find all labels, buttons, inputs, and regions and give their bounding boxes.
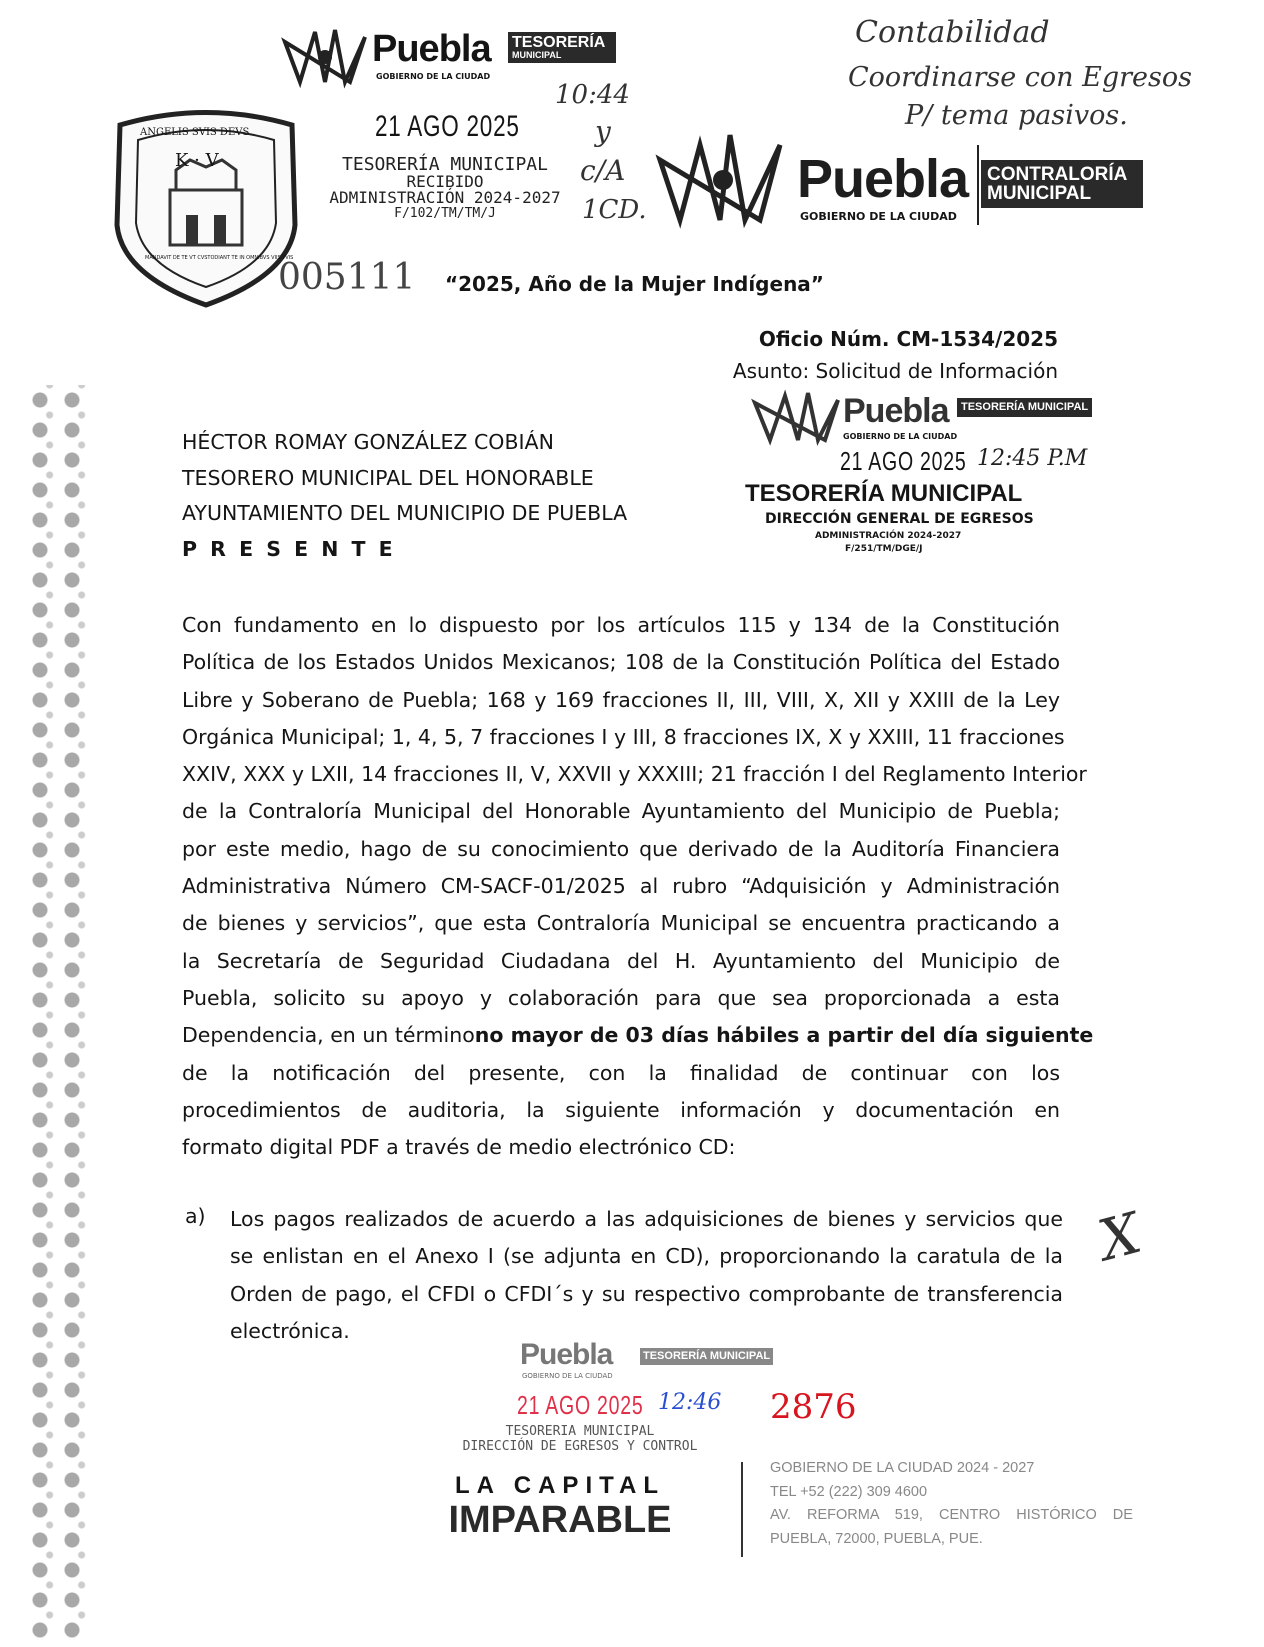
logo-tag: TESORERÍA MUNICIPAL [957, 398, 1092, 417]
address-line: TEL +52 (222) 309 4600 [770, 1483, 928, 1500]
stamp-line: TESORERIA MUNICIPAL [505, 1424, 655, 1439]
item-line: Los pagos realizados de acuerdo a las adquisiciones de bienes y servicios que [230, 1207, 1063, 1231]
folio-number: 005111 [278, 257, 416, 298]
body-line: formato digital PDF a través de medio electrónico CD: [182, 1135, 736, 1160]
body-line: Con fundamento en lo dispuesto por los artículos 115 y 134 de la Constitución [182, 613, 1060, 637]
addressee-presente: P R E S E N T E [182, 536, 396, 561]
handwritten-note: 1CD. [582, 195, 647, 225]
year-motto: “2025, Año de la Mujer Indígena” [445, 272, 824, 296]
stamp-line: DIRECCIÓN GENERAL DE EGRESOS [765, 511, 1034, 527]
logo-subtitle: GOBIERNO DE LA CIUDAD [522, 1372, 613, 1380]
slogan-bottom: IMPARABLE [448, 1499, 672, 1541]
slogan-top: LA CAPITAL [455, 1472, 665, 1499]
body-line: de bienes y servicios”, que esta Contraloría Municipal se encuentra practicando a [182, 911, 1060, 936]
cathedral-emblem-icon [280, 22, 370, 84]
handwritten-note: Contabilidad [855, 15, 1050, 50]
logo-tag: TESORERÍA [512, 34, 606, 51]
logo-subtitle: GOBIERNO DE LA CIUDAD [376, 72, 491, 81]
footer-slogan [410, 1472, 710, 1540]
item-a [230, 1201, 1063, 1350]
margin-mark: X [1092, 1200, 1148, 1275]
body-line: XXIV, XXX y LXII, 14 fracciones II, V, XXVII y XXXIII; 21 fracción I del Reglamento Interior [182, 762, 1087, 787]
handwritten-time: 12:45 P.M [977, 446, 1088, 471]
body-line: de la notificación del presente, con la finalidad de continuar con los [182, 1060, 1060, 1085]
seal-initials: K · V [175, 150, 219, 171]
handwritten-note: Coordinarse con Egresos [848, 62, 1192, 93]
logo-tag-sub: MUNICIPAL [512, 50, 562, 60]
handwritten-time: 12:46 [658, 1390, 722, 1415]
received-stamp [315, 155, 575, 222]
received-stamp-line: ADMINISTRACIÓN 2024-2027 [329, 188, 561, 207]
body-line: Administrativa Número CM-SACF-01/2025 al rubro “Adquisición y Administración [182, 874, 1060, 899]
handwritten-time: 10:44 [555, 80, 630, 110]
control-received-stamp [430, 1340, 770, 1385]
handwritten-note: P/ tema pasivos. [905, 100, 1128, 131]
logo-subtitle: GOBIERNO DE LA CIUDAD [843, 432, 958, 441]
addressee-title: AYUNTAMIENTO DEL MUNICIPIO DE PUEBLA [182, 501, 628, 525]
body-paragraph [182, 607, 1094, 1166]
oficio-number: Oficio Núm. CM-1534/2025 [758, 327, 1058, 351]
item-line: electrónica. [230, 1318, 350, 1343]
subject: Asunto: Solicitud de Información [732, 359, 1058, 383]
cathedral-emblem-icon [750, 388, 840, 443]
address-line: AV. REFORMA 519, CENTRO HISTÓRICO DE [770, 1507, 1133, 1523]
body-line: Puebla, solicito su apoyo y colaboración para que sea proporcionada a esta [182, 985, 1060, 1010]
addressee-block [182, 425, 627, 567]
received-stamp-line: TESORERÍA MUNICIPAL [342, 154, 548, 175]
logo-word: Puebla [843, 392, 949, 430]
stamp-line: DIRECCIÓN DE EGRESOS Y CONTROL [462, 1439, 698, 1454]
received-stamp-date: 21 AGO 2025 [375, 110, 520, 143]
control-number: 2876 [770, 1387, 857, 1427]
handwritten-note: y [595, 115, 611, 148]
item-marker: a) [185, 1204, 206, 1228]
body-line: Política de los Estados Unidos Mexicanos; 108 de la Constitución Política del Estado [182, 650, 1060, 675]
body-line: la Secretaría de Seguridad Ciudadana del H. Ayuntamiento del Municipio de [182, 948, 1060, 973]
decorative-border [24, 385, 88, 1640]
stamp-date: 21 AGO 2025 [840, 446, 967, 476]
cathedral-emblem-icon [655, 130, 790, 222]
stamp-line: TESORERÍA MUNICIPAL [745, 480, 1023, 507]
logo-tag: CONTRALORÍA [987, 164, 1128, 185]
seal-motto: ANGELIS SVIS DEVS [140, 127, 250, 138]
body-line: Dependencia, en un término [182, 1023, 475, 1048]
addressee-name: HÉCTOR ROMAY GONZÁLEZ COBIÁN [182, 430, 554, 454]
body-line: Libre y Soberano de Puebla; 168 y 169 fracciones II, III, VIII, X, XII y XXIII de la Ley [182, 687, 1060, 712]
stamp-line: F/251/TM/DGE/J [845, 544, 923, 554]
footer-divider [741, 1462, 743, 1557]
logo-word: Puebla [372, 28, 491, 70]
handwritten-note: c/A [580, 154, 626, 187]
stamp-line: ADMINISTRACIÓN 2024-2027 [815, 531, 962, 541]
item-line: se enlistan en el Anexo I (se adjunta en CD), proporcionando la caratula de la [230, 1244, 1063, 1269]
body-line: por este medio, hago de su conocimiento que derivado de la Auditoría Financiera [182, 836, 1060, 861]
footer-address [770, 1457, 1133, 1551]
address-line: GOBIERNO DE LA CIUDAD 2024 - 2027 [770, 1460, 1035, 1476]
stamp-date: 21 AGO 2025 [517, 1390, 644, 1420]
egresos-received-stamp [745, 388, 1089, 563]
body-line: de la Contraloría Municipal del Honorable Ayuntamiento del Municipio de Puebla; [182, 799, 1060, 824]
municipal-seal [110, 105, 302, 310]
item-line: Orden de pago, el CFDI o CFDI´s y su respectivo comprobante de transferencia [230, 1281, 1063, 1306]
logo-tag: TESORERÍA MUNICIPAL [640, 1348, 773, 1365]
logo-subtitle: GOBIERNO DE LA CIUDAD [800, 210, 957, 223]
received-stamp-line: F/102/TM/TM/J [394, 206, 496, 221]
address-line: PUEBLA, 72000, PUEBLA, PUE. [770, 1530, 983, 1547]
logo-tag-sub: MUNICIPAL [987, 183, 1092, 204]
body-line: Orgánica Municipal; 1, 4, 5, 7 fracciones I y III, 8 fracciones IX, X y XXIII, 11 fracciones [182, 724, 1065, 749]
logo-word: Puebla [797, 149, 969, 209]
received-stamp-line: RECIBIDO [406, 172, 484, 191]
body-line: procedimientos de auditoria, la siguiente información y documentación en [182, 1097, 1060, 1122]
contraloria-logo [655, 130, 1140, 225]
tesoreria-logo [280, 22, 610, 87]
logo-word: Puebla [520, 1338, 613, 1371]
control-stamp-text [440, 1424, 720, 1454]
seal-ring-text: MANDAVIT DE TE VT CVSTODIANT TE IN OMNIBVS VIIS TVIS [145, 255, 294, 261]
deadline-emphasis: no mayor de 03 días hábiles a partir del día siguiente [474, 1023, 1094, 1048]
addressee-title: TESORERO MUNICIPAL DEL HONORABLE [182, 465, 594, 490]
